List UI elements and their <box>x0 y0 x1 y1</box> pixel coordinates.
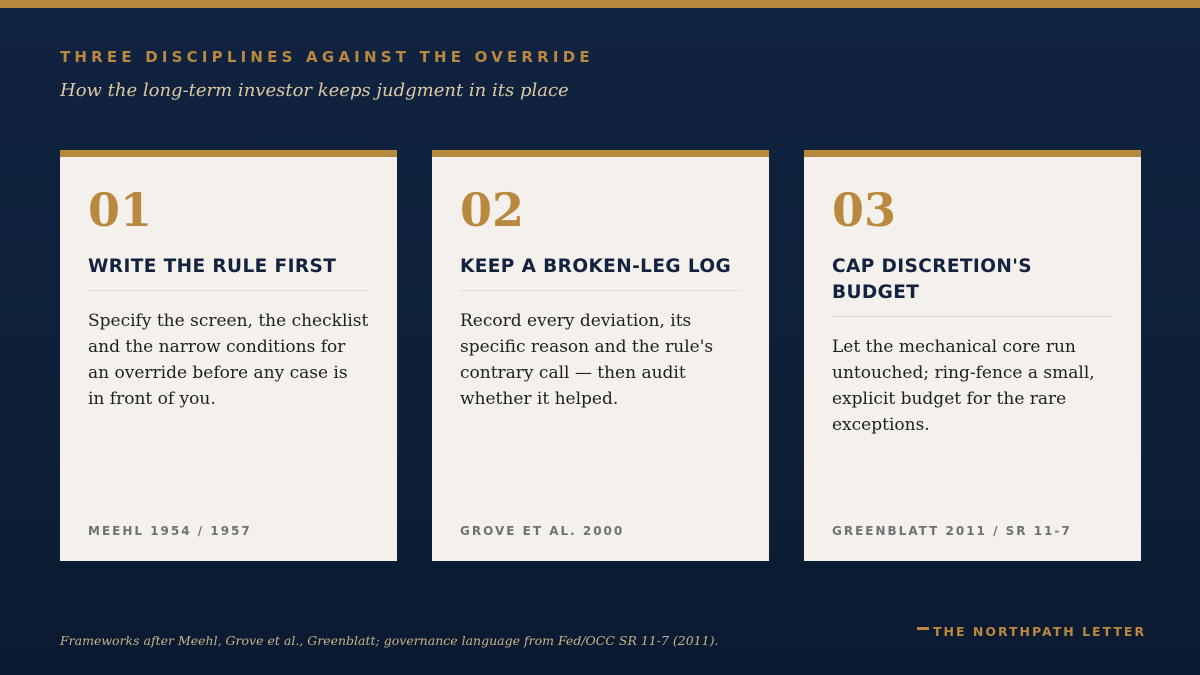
card-text: Let the mechanical core run untouched; ring-fence a small, explicit budget for the rare exceptions. <box>832 337 1095 435</box>
source-footnote: Frameworks after Meehl, Grove et al., Greenblatt; governance language from Fed/OCC SR 11-7 (2011). <box>60 633 719 648</box>
card-text: Specify the screen, the checklist and the narrow conditions for an override before any case is in front of you. <box>88 311 369 409</box>
card-body <box>460 254 741 412</box>
card-source: GROVE ET AL. 2000 <box>460 524 625 538</box>
discipline-card-1 <box>60 150 397 561</box>
card-text: Record every deviation, its specific reason and the rule's contrary call — then audit whether it helped. <box>460 311 714 409</box>
page-subtitle: How the long-term investor keeps judgment in its place <box>60 80 569 101</box>
card-heading: CAP DISCRETION'S BUDGET <box>832 254 1113 317</box>
card-number: 02 <box>460 183 525 237</box>
card-body <box>88 254 369 412</box>
card-number: 03 <box>832 183 897 237</box>
discipline-card-3 <box>804 150 1141 561</box>
card-body <box>832 254 1113 438</box>
page-eyebrow-title: THREE DISCIPLINES AGAINST THE OVERRIDE <box>60 48 594 66</box>
discipline-card-2 <box>432 150 769 561</box>
card-source: GREENBLATT 2011 / SR 11-7 <box>832 524 1072 538</box>
brand-signature <box>917 624 1146 639</box>
brand-name: THE NORTHPATH LETTER <box>933 624 1147 639</box>
top-accent-bar <box>0 0 1200 8</box>
brand-dash-icon <box>917 627 929 630</box>
card-heading: KEEP A BROKEN-LEG LOG <box>460 254 741 291</box>
card-heading: WRITE THE RULE FIRST <box>88 254 369 291</box>
card-number: 01 <box>88 183 153 237</box>
card-source: MEEHL 1954 / 1957 <box>88 524 252 538</box>
